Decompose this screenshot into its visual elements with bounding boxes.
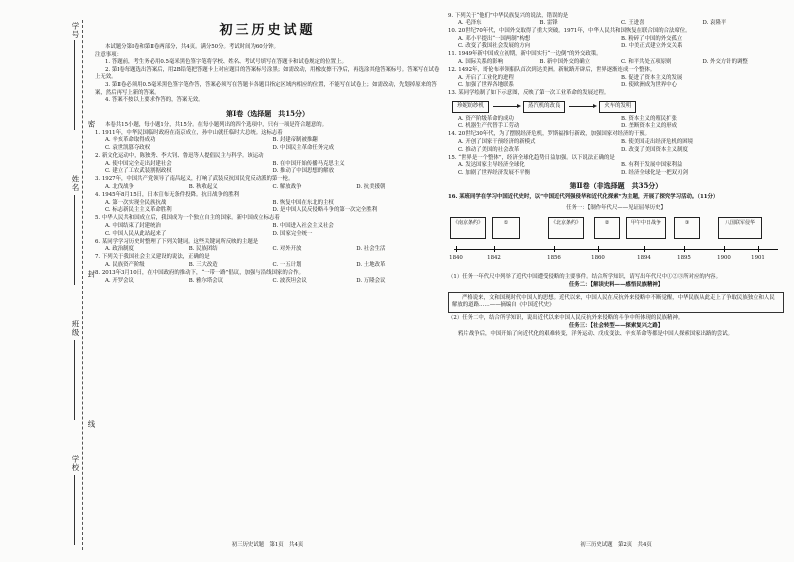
question-15: 15. “世界是一个整体”，经济全球化趋势日益加强。以下说法正确的是 bbox=[448, 154, 615, 161]
school-label: 学校 bbox=[71, 455, 80, 472]
note-line: 4. 答案不按以上要求作答的，答案无效。 bbox=[105, 97, 204, 104]
timeline-event: 八国联军侵华 bbox=[718, 217, 762, 239]
question-15-options bbox=[448, 162, 784, 177]
question-4-options bbox=[95, 200, 440, 215]
option: D. 使欧洲成为世界中心 bbox=[621, 82, 678, 89]
section-2-heading: 第Ⅱ卷（非选择题 共35分） bbox=[569, 181, 663, 191]
option: C. 加强了世界各地联系 bbox=[458, 82, 514, 89]
reading-passage: 严格说来，文和国现时代中国人的思想。近代以来，中国人民在反抗外来侵略中不断觉醒，中华民族从此走上了争取民族独立和人民解放的道路……——摘编自《中国近代史》 bbox=[448, 292, 784, 313]
option: C. 波茨坦会议 bbox=[272, 277, 307, 284]
timeline-tick bbox=[456, 246, 457, 252]
option: A. 资产阶级革命的成功 bbox=[458, 115, 514, 122]
seal-char-3: 线 bbox=[87, 420, 96, 429]
option: A. 使中国完全走出封建社会 bbox=[105, 160, 172, 167]
option: A. 第一次实现全民族抗战 bbox=[105, 199, 167, 206]
class-line bbox=[74, 340, 75, 420]
timeline-year: 1894 bbox=[637, 254, 651, 261]
option: D. 土地改革 bbox=[356, 261, 386, 268]
option: D. 万隆会议 bbox=[356, 277, 386, 284]
option: A. 开启了工业化的进程 bbox=[458, 74, 514, 81]
option: C. 建立了工农武装割据政权 bbox=[105, 168, 172, 175]
flow-box: 火车的发明 bbox=[599, 101, 636, 113]
option: B. 中国进入社会主义社会 bbox=[272, 222, 334, 229]
option: B. 秋收起义 bbox=[188, 184, 218, 190]
question-10: 10. 20世纪70年代，中国外交取得了重大突破。1971年，中华人民共和国恢复在联合国的合法席位。 bbox=[448, 28, 691, 35]
question-14: 14. 20世纪30年代，为了摆脱经济危机，罗斯福推行新政，加强国家对经济的干预。 bbox=[448, 131, 650, 138]
task-3-heading: 任务三：【社会转型——探索复兴之路】 bbox=[568, 322, 664, 329]
timeline-tick bbox=[554, 246, 555, 252]
option: D. 袁隆平 bbox=[702, 20, 727, 27]
option: D. 是中国人民反侵略斗争的第一次完全胜利 bbox=[272, 207, 378, 214]
option: B. 雅尔塔会议 bbox=[188, 277, 224, 284]
option: D. 经济全球化是一把双刃剑 bbox=[621, 169, 688, 176]
question-3: 3. 1927年，中国共产党领导了南昌起义，打响了武装反抗国民党反动派的第一枪。 bbox=[95, 176, 294, 183]
option: D. 中国民主革命任务完成 bbox=[272, 145, 334, 152]
question-8-options bbox=[95, 278, 440, 286]
task-3-text: 鸦片战争后，中国开始了向近代化的艰难转变，洋务运动、戊戌变法、辛亥革命等都是中国人探索国家出路的尝试。 bbox=[458, 330, 733, 337]
option: D. 外交方针的调整 bbox=[702, 59, 748, 66]
class-label: 班级 bbox=[71, 320, 80, 337]
timeline-axis bbox=[454, 249, 778, 250]
option: B. 使美国走出经济危机的困境 bbox=[621, 138, 694, 145]
option: B. 雷锋 bbox=[539, 20, 558, 27]
question-1-options bbox=[95, 137, 440, 152]
page-footer: 初三历史试题 第2页 共4页 bbox=[580, 542, 652, 549]
timeline-tick bbox=[494, 246, 495, 252]
option: D. 垄断资本主义的形成 bbox=[621, 123, 678, 130]
option: C. 改变了我国社会发展的方向 bbox=[458, 43, 531, 50]
timeline-event: 《北京条约》 bbox=[548, 217, 584, 239]
timeline-blank: ③ bbox=[674, 217, 700, 239]
option: C. 王进喜 bbox=[621, 20, 645, 27]
option: C. 加剧了世界经济发展不平衡 bbox=[458, 169, 531, 176]
timeline-tick bbox=[684, 246, 685, 252]
question-6-options bbox=[95, 246, 440, 254]
school-line bbox=[74, 475, 75, 545]
option: D. 社会生活 bbox=[356, 246, 386, 253]
flow-diagram bbox=[452, 101, 784, 113]
question-9-options bbox=[448, 20, 784, 28]
option: C. 机器生产代替手工劳动 bbox=[458, 123, 520, 130]
question-2: 2. 新文化运动中，陈独秀、李大钊、鲁迅等人提倡民主与科学。该运动 bbox=[95, 153, 264, 160]
option: A. 政治制度 bbox=[105, 246, 134, 253]
option: B. 封建帝制被推翻 bbox=[272, 137, 318, 144]
timeline-year: 1840 bbox=[449, 254, 463, 261]
page-footer: 初三历史试题 第1页 共4页 bbox=[231, 542, 304, 549]
question-6: 6. 某同学学习历史时整理了下列关键词。这些关键词所反映的主题是 bbox=[95, 238, 259, 245]
note-line: 本试题分第Ⅰ卷和第Ⅱ卷两部分，共4页。满分50分。考试时间为60分钟。 bbox=[105, 44, 279, 50]
question-13-options bbox=[448, 116, 784, 131]
option: B. 在中国开始传播马克思主义 bbox=[272, 160, 345, 167]
option: D. 中美正式建立外交关系 bbox=[621, 43, 683, 50]
option: A. 北伐战争 bbox=[105, 184, 134, 190]
task-2-heading: 任务二：【解读史料——感悟民族精神】 bbox=[568, 282, 664, 289]
question-11-options bbox=[448, 59, 784, 67]
option: D. 改变了美国资本主义制度 bbox=[621, 146, 688, 153]
student-number-label: 学号 bbox=[71, 22, 80, 39]
option: A. 毛泽东 bbox=[458, 20, 482, 27]
option: C. 解放战争 bbox=[272, 184, 302, 190]
option: A. 中国结束了封建统治 bbox=[105, 222, 161, 229]
option: C. 和平共处五项原则 bbox=[621, 59, 672, 66]
seal-dashed-line bbox=[82, 20, 83, 550]
option: B. 资本主义的殖民扩张 bbox=[621, 115, 677, 122]
question-2-options bbox=[95, 161, 440, 176]
question-9: 9. 下列关于“他们”中华民族复兴的说法，错误的是 bbox=[448, 12, 569, 19]
question-12: 12. 1492年，哥伦布率领船队首次到达美洲。新航路开辟后，世界逐渐连成一个整体。 bbox=[448, 67, 656, 74]
timeline-year: 1842 bbox=[487, 254, 501, 261]
timeline-blank: ① bbox=[492, 217, 520, 239]
task-1-heading: 任务一：【制作年代尺——见证屈辱历史】 bbox=[566, 204, 666, 211]
question-16: 16. 某班同学在学习中国近代史时，以“中国近代列强侵华和近代化探索”为主题，开展了探究学习活动。（11分） bbox=[448, 194, 719, 201]
option: B. 新中国外交的确立 bbox=[539, 59, 591, 66]
option: C. 标志新民主主义革命胜利 bbox=[105, 207, 172, 214]
question-11: 11. 1949年新中国成立初期，新中国实行“一边倒”的外交政策。 bbox=[448, 51, 602, 58]
option: C. 中国人民从此站起来了 bbox=[105, 230, 167, 237]
page-1 bbox=[95, 12, 440, 552]
question-8: 8. 2013年3月10日，在中国政府的推动下，“一带一路”倡议，加强与沿线国家的合作。 bbox=[95, 270, 304, 277]
name-line bbox=[74, 195, 75, 285]
option: D. 抗美援朝 bbox=[356, 184, 386, 190]
timeline-blank: ② bbox=[594, 217, 620, 239]
timeline-event: 《南京条约》 bbox=[450, 217, 486, 239]
question-7: 7. 下列关于我国社会主义建设的说法，正确的是 bbox=[95, 254, 210, 261]
question-7-options bbox=[95, 262, 440, 270]
flow-arrow bbox=[493, 106, 519, 107]
option: A. 开创了国家干预经济的新模式 bbox=[458, 138, 536, 145]
timeline-year: 1895 bbox=[677, 254, 691, 261]
page-2 bbox=[448, 12, 784, 552]
question-14-options bbox=[448, 139, 784, 154]
question-10-options bbox=[448, 36, 784, 51]
option: A. 民族资产阶级 bbox=[105, 261, 145, 268]
sub-question-2: （2）任务二中，结合所学知识，说出近代以来中国人民反抗外来侵略的斗争中所体现的民族精神。 bbox=[448, 314, 684, 321]
note-line: 2. 第Ⅰ卷每题选出答案后，用2B铅笔把答题卡上对应题目的答案标号涂黑；如需改动，用橡皮擦干净后，再选涂其他答案标号。答案写在试卷上无效。 bbox=[95, 66, 440, 81]
question-5-options bbox=[95, 223, 440, 238]
timeline-tick bbox=[644, 246, 645, 252]
option: B. 促进了资本主义的发展 bbox=[621, 74, 683, 81]
binding-margin bbox=[0, 0, 96, 562]
option: C. 推动了美国的社会改革 bbox=[458, 146, 520, 153]
option: A. 国际关系的影响 bbox=[458, 59, 504, 66]
student-number-line bbox=[74, 40, 75, 130]
exam-title: 初三历史试题 bbox=[219, 23, 316, 38]
timeline-year: 1901 bbox=[751, 254, 765, 261]
question-4: 4. 1945年8月15日，日本宣布无条件投降。抗日战争的胜利 bbox=[95, 192, 240, 199]
option: B. 三大改造 bbox=[188, 261, 218, 268]
question-13: 13. 某同学绘制了如下示意图，反映了第一次工业革命的发展过程。 bbox=[448, 90, 610, 97]
question-3-options bbox=[95, 184, 440, 192]
name-label: 姓名 bbox=[71, 175, 80, 192]
timeline-year: 1856 bbox=[547, 254, 561, 261]
timeline-tick bbox=[724, 246, 725, 252]
option: A. 发达国家主导经济全球化 bbox=[458, 162, 525, 169]
section-1-heading: 第Ⅰ卷（选择题 共15分） bbox=[225, 108, 309, 118]
option: D. 国家完全统一 bbox=[272, 230, 313, 237]
seal-char-1: 密 bbox=[87, 120, 96, 129]
question-12-options bbox=[448, 75, 784, 90]
option: C. 对外开放 bbox=[272, 246, 302, 253]
option: C. 袁世凯篡夺政权 bbox=[105, 145, 151, 152]
timeline-year: 1860 bbox=[591, 254, 605, 261]
option: B. 恢复中国在东北的主权 bbox=[272, 199, 334, 206]
option: A. 辛亥革命取得成功 bbox=[105, 137, 156, 144]
question-5: 5. 中华人民共和国成立后，我国成为一个独立自主的国家。新中国成立标志着 bbox=[95, 215, 280, 222]
timeline-event: 甲午中日战争 bbox=[626, 217, 666, 239]
timeline bbox=[448, 205, 784, 271]
option: D. 推动了中国思想的解放 bbox=[272, 168, 334, 175]
timeline-year: 1900 bbox=[717, 254, 731, 261]
option: A. 邓小平提出“一国两制”构想 bbox=[458, 35, 531, 42]
timeline-tick bbox=[758, 246, 759, 252]
question-1: 1. 1911年，中华民国临时政府在南京成立，孙中山就任临时大总统。这标志着 bbox=[95, 129, 283, 136]
option: B. 民族团结 bbox=[188, 246, 218, 253]
option: C. 一五计划 bbox=[272, 261, 302, 268]
sub-question-1: （1）任务一年代尺中列举了近代中国遭受侵略的主要事件。结合所学知识，请写出年代尺中①②③所对应的内容。 bbox=[448, 273, 721, 280]
flow-box: 珍妮纺纱机 bbox=[452, 101, 489, 113]
flow-arrow bbox=[569, 106, 595, 107]
timeline-tick bbox=[598, 246, 599, 252]
note-line: 注意事项： bbox=[95, 51, 122, 58]
note-line: 1. 答题前，考生务必用0.5毫米黑色签字笔将学校、姓名、考试号填写在答题卡和试卷规定的位置上。 bbox=[105, 59, 347, 66]
note-line: 3. 第Ⅱ卷必须用0.5毫米黑色签字笔作答，答案必须写在答题卡各题目指定区域内相应的位置，不能写在试卷上；如需改动，先划掉原来的答案，然后再写上新的答案。 bbox=[95, 81, 437, 96]
seal-char-2: 封 bbox=[87, 270, 96, 279]
option: B. 粉碎了中国的外交孤立 bbox=[621, 35, 683, 42]
section-1-instructions: 本卷共15小题，每小题1分，共15分。在每小题列出的四个选项中，只有一项是符合题意的。 bbox=[105, 121, 327, 128]
option: B. 有利于发展中国家利益 bbox=[621, 162, 683, 169]
option: A. 开罗会议 bbox=[105, 277, 134, 284]
flow-box: 蒸汽机的改良 bbox=[523, 101, 565, 113]
